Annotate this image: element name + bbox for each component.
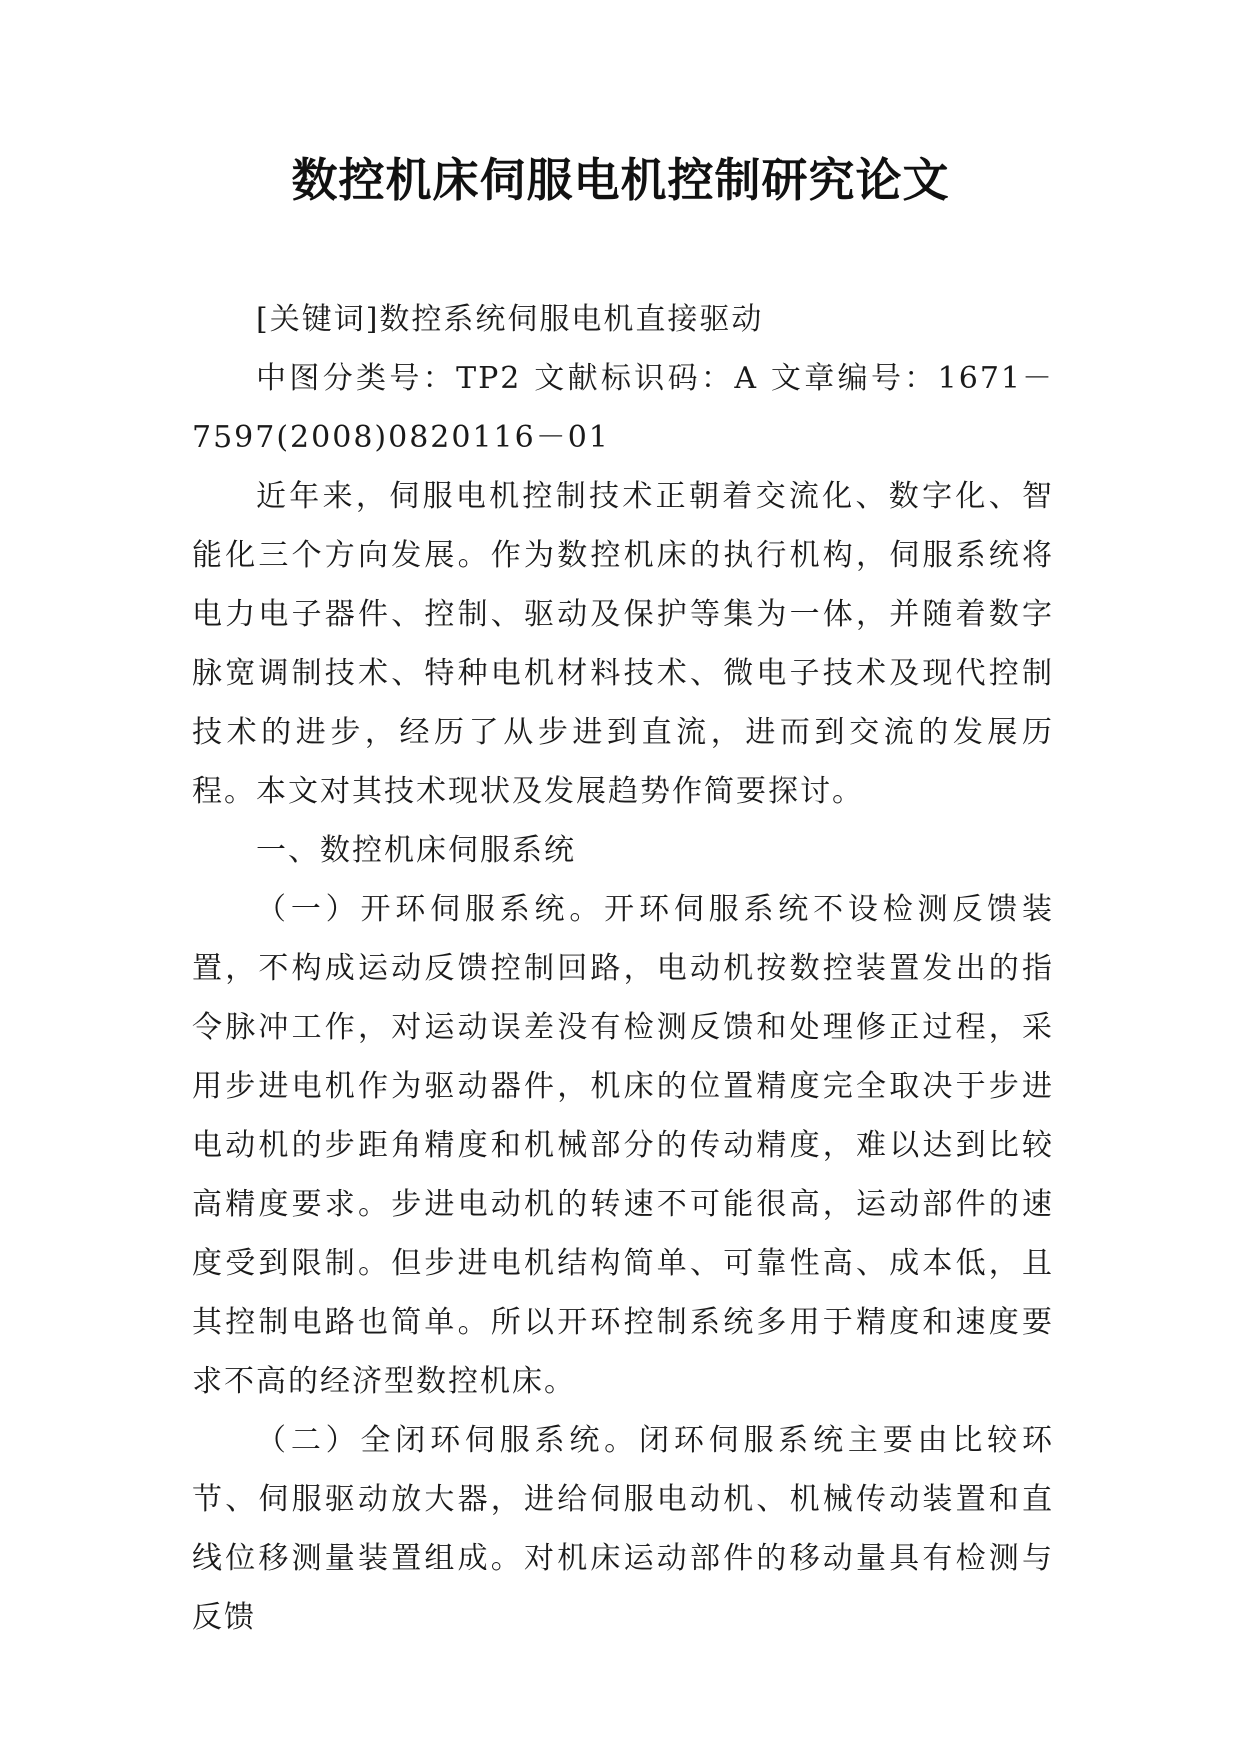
document-body xyxy=(192,290,1054,1647)
closed-loop-paragraph: （二）全闭环伺服系统。闭环伺服系统主要由比较环节、伺服驱动放大器，进给伺服电动机、机械传动装置和直线位移测量装置组成。对机床运动部件的移动量具有检测与反馈 xyxy=(192,1423,1054,1635)
introduction-paragraph: 近年来，伺服电机控制技术正朝着交流化、数字化、智能化三个方向发展。作为数控机床的执行机构，伺服系统将电力电子器件、控制、驱动及保护等集为一体，并随着数字脉宽调制技术、特种电机材料技术、微电子技术及现代控制技术的进步，经历了从步进到直流，进而到交流的发展历程。本文对其技术现状及发展趋势作简要探讨。 xyxy=(192,479,1054,809)
classification-paragraph: 中图分类号：TP2 文献标识码：A 文章编号：1671－7597(2008)0820116－01 xyxy=(192,361,1054,455)
open-loop-paragraph: （一）开环伺服系统。开环伺服系统不设检测反馈装置，不构成运动反馈控制回路，电动机按数控装置发出的指令脉冲工作，对运动误差没有检测反馈和处理修正过程，采用步进电机作为驱动器件，机床的位置精度完全取决于步进电动机的步距角精度和机械部分的传动精度，难以达到比较高精度要求。步进电动机的转速不可能很高，运动部件的速度受到限制。但步进电机结构简单、可靠性高、成本低，且其控制电路也简单。所以开环控制系统多用于精度和速度要求不高的经济型数控机床。 xyxy=(192,892,1054,1399)
section-heading-1: 一、数控机床伺服系统 xyxy=(256,833,576,868)
document-title: 数控机床伺服电机控制研究论文 xyxy=(291,153,950,207)
keywords-paragraph: [关键词]数控系统伺服电机直接驱动 xyxy=(256,302,764,337)
